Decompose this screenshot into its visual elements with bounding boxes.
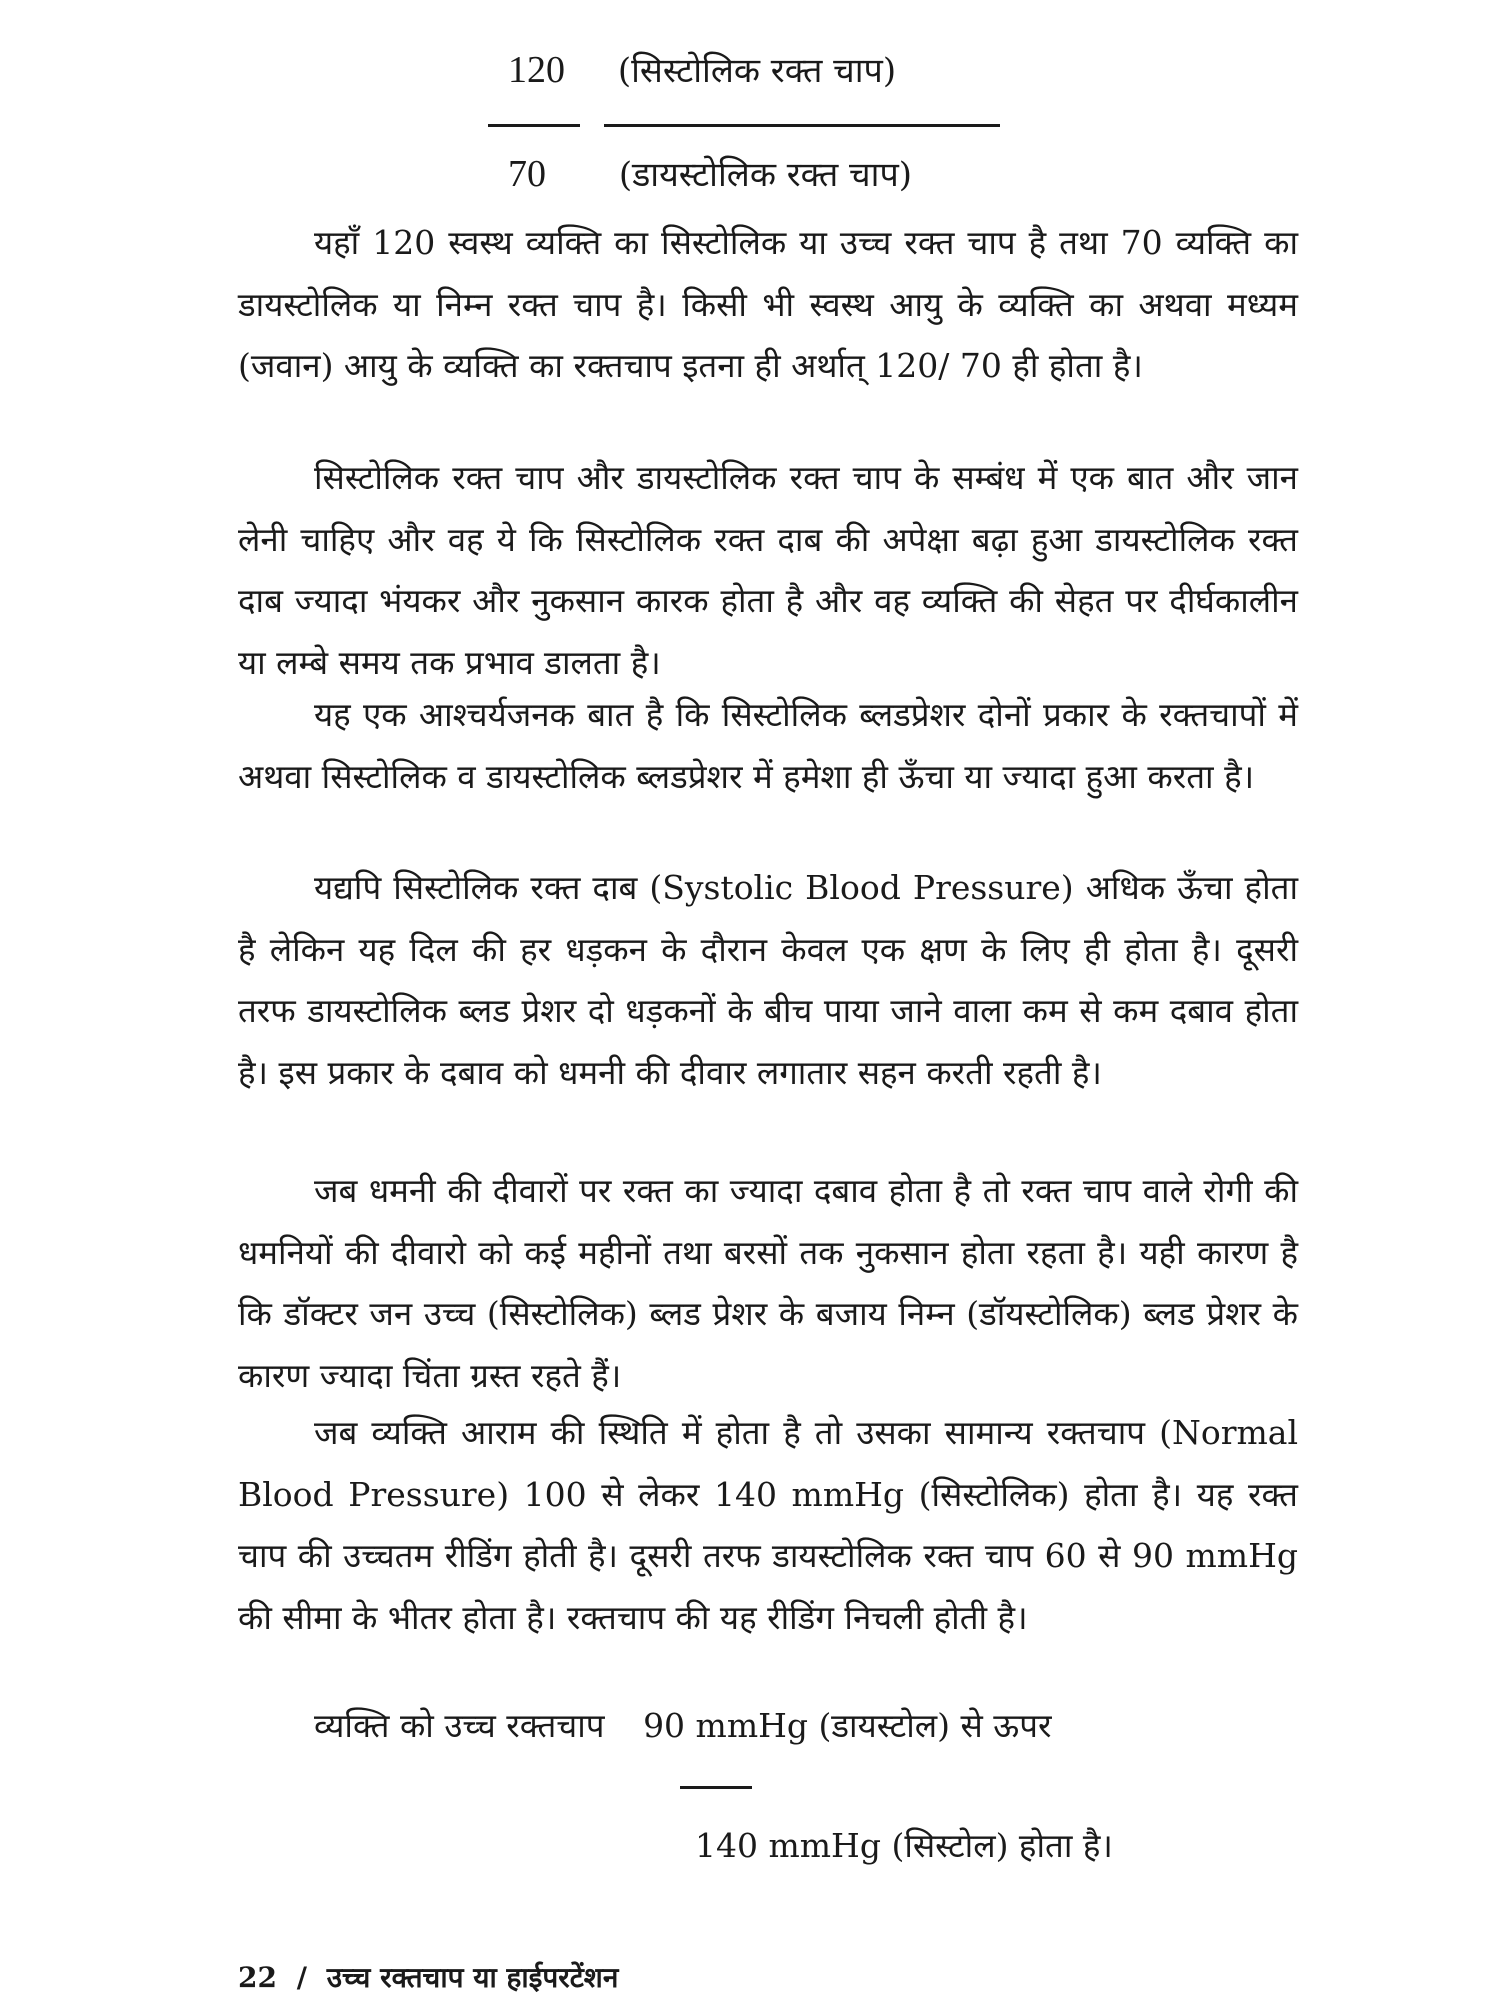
bottom-formula-numerator: 90 mmHg (डायस्टोल) से ऊपर [643,1706,1052,1745]
systolic-value: 120 [508,49,565,91]
fraction-line-short [488,124,580,127]
footer-separator: / [296,1961,307,1994]
paragraph-5: जब धमनी की दीवारों पर रक्त का ज्यादा दबाव होता है तो रक्त चाप वाले रोगी की धमनियों की दीवारो को कई महीनों तथा बरसों तक नुकसान होता रहता है। यही कारण है कि डॉक्टर जन उच्च (सिस्टोलिक) ब्लड प्रेशर के बजाय निम्न (डॉयस्टोलिक) ब्लड प्रेशर के कारण ज्यादा चिंता ग्रस्त रहते हैं। [238,1171,1298,1395]
diastolic-value: 70 [508,153,546,195]
bottom-formula-prefix: व्यक्ति को उच्च रक्तचाप [314,1706,605,1745]
bottom-formula-denominator: 140 mmHg (सिस्टोल) होता है। [695,1826,1113,1865]
systolic-label: (सिस्टोलिक रक्त चाप) [617,51,897,91]
book-title: उच्च रक्तचाप या हाईपरटेंशन [326,1961,619,1994]
bottom-formula-row [314,1702,1051,1747]
systolic-row [508,46,896,92]
fraction-line-long [604,124,1000,127]
page-number: 22 [238,1961,277,1994]
diastolic-label: (डायस्टोलिक रक्त चाप) [618,155,913,195]
paragraph-6: जब व्यक्ति आराम की स्थिति में होता है तो उसका सामान्य रक्तचाप (Normal Blood Pressure) 100 से लेकर 140 mmHg (सिस्टोलिक) होता है। यह रक्त चाप की उच्चतम रीडिंग होती है। दूसरी तरफ डायस्टोलिक रक्त चाप 60 से 90 mmHg की सीमा के भीतर होता है। रक्तचाप की यह रीडिंग निचली होती है। [238,1413,1298,1637]
bottom-fraction-line [680,1786,752,1789]
paragraph-4: यद्यपि सिस्टोलिक रक्त दाब (Systolic Blood Pressure) अधिक ऊँचा होता है लेकिन यह दिल की हर धड़कन के दौरान केवल एक क्षण के लिए ही होता है। दूसरी तरफ डायस्टोलिक ब्लड प्रेशर दो धड़कनों के बीच पाया जाने वाला कम से कम दबाव होता है। इस प्रकार के दबाव को धमनी की दीवार लगातार सहन करती रहती है। [238,868,1298,1092]
page-footer [238,1958,618,1996]
bottom-formula-denominator-row [695,1822,1113,1867]
paragraph-3: यह एक आश्चर्यजनक बात है कि सिस्टोलिक ब्लडप्रेशर दोनों प्रकार के रक्तचापों में अथवा सिस्टोलिक व डायस्टोलिक ब्लडप्रेशर में हमेशा ही ऊँचा या ज्यादा हुआ करता है। [238,695,1298,796]
diastolic-row [508,150,912,196]
paragraph-2: सिस्टोलिक रक्त चाप और डायस्टोलिक रक्त चाप के सम्बंध में एक बात और जान लेनी चाहिए और वह ये कि सिस्टोलिक रक्त दाब की अपेक्षा बढ़ा हुआ डायस्टोलिक रक्त दाब ज्यादा भंयकर और नुकसान कारक होता है और वह व्यक्ति की सेहत पर दीर्घकालीन या लम्बे समय तक प्रभाव डालता है। [238,458,1298,682]
paragraph-1: यहाँ 120 स्वस्थ व्यक्ति का सिस्टोलिक या उच्च रक्त चाप है तथा 70 व्यक्ति का डायस्टोलिक या निम्न रक्त चाप है। किसी भी स्वस्थ आयु के व्यक्ति का अथवा मध्यम (जवान) आयु के व्यक्ति का रक्तचाप इतना ही अर्थात् 120/ 70 ही होता है। [238,223,1298,385]
